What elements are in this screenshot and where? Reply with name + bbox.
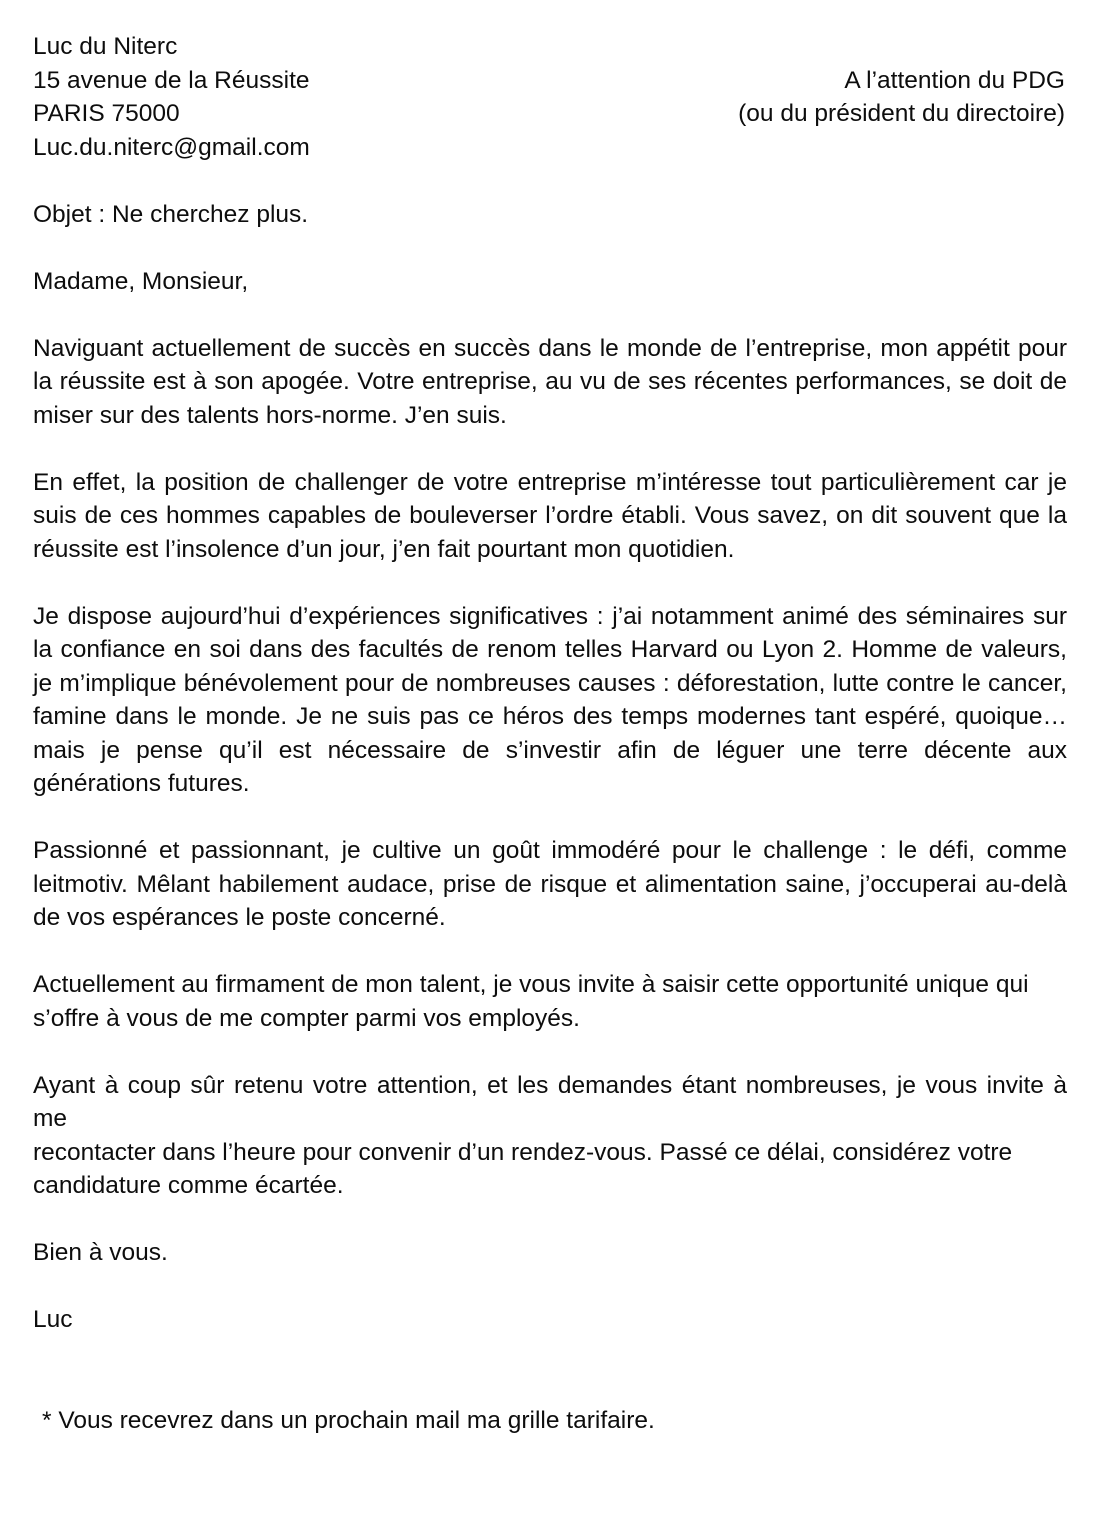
letterhead bbox=[33, 30, 1067, 164]
sender-street: 15 avenue de la Réussite bbox=[33, 66, 310, 94]
sender-name: Luc du Niterc bbox=[33, 33, 178, 60]
gap-p1-p2 bbox=[33, 432, 1067, 466]
sender-address-block bbox=[33, 30, 310, 164]
recipient-block bbox=[738, 30, 1067, 131]
paragraph-4: Passionné et passionnant, je cultive un goût immodéré pour le challenge : le défi, comme leitmotiv. Mêlant habilement audace, prise de risque et alimentation saine, j’occuperai au-delà de vos espérances le poste concerné. bbox=[33, 837, 1067, 931]
subject-line: Objet : Ne cherchez plus. bbox=[33, 200, 309, 228]
spacer-before-signature bbox=[33, 1270, 1067, 1304]
signature: Luc bbox=[33, 1306, 73, 1333]
sender-email: Luc.du.niterc@gmail.com bbox=[33, 133, 310, 161]
paragraph-2: En effet, la position de challenger de votre entreprise m’intéresse tout particulièrement car je suis de ces hommes capables de bouleverser l’ordre établi. Vous savez, on dit souvent que la réussite est l’insolence d’un jour, j’en fait pourtant mon quotidien. bbox=[33, 468, 1067, 563]
paragraph-1: Naviguant actuellement de succès en succès dans le monde de l’entreprise, mon appétit pour la réussite est à son apogée. Votre entreprise, au vu de ses récentes performances, se doit de miser sur des talents hors-norme. J’en suis. bbox=[33, 334, 1067, 429]
footnote: * Vous recevrez dans un prochain mail ma grille tarifaire. bbox=[42, 1406, 655, 1434]
spacer-after-subject bbox=[33, 231, 1067, 265]
letter-body bbox=[33, 30, 1067, 1437]
paragraph-6-line-b: recontacter dans l’heure pour convenir d’un rendez-vous. Passé ce délai, considérez votre bbox=[33, 1138, 1013, 1166]
gap-p5-p6 bbox=[33, 1035, 1067, 1069]
gap-p2-p3 bbox=[33, 566, 1067, 600]
sender-city-postal: PARIS 75000 bbox=[33, 100, 180, 127]
gap-p3-p4 bbox=[33, 801, 1067, 835]
recipient-line-2: (ou du président du directoire) bbox=[738, 100, 1065, 127]
salutation: Madame, Monsieur, bbox=[33, 267, 249, 295]
paragraph-6 bbox=[33, 1069, 1067, 1203]
gap-p4-p5 bbox=[33, 935, 1067, 969]
recipient-line-1: A l’attention du PDG bbox=[844, 66, 1065, 94]
paragraph-6-line-c: candidature comme écartée. bbox=[33, 1172, 344, 1199]
spacer-after-letterhead bbox=[33, 164, 1067, 198]
paragraph-6-line-a: Ayant à coup sûr retenu votre attention, et les demandes étant nombreuses, je vous invite à me bbox=[33, 1071, 1067, 1132]
paragraph-5-line-b: s’offre à vous de me compter parmi vos employés. bbox=[33, 1004, 580, 1032]
valediction: Bien à vous. bbox=[33, 1239, 168, 1266]
paragraph-5-line-a: Actuellement au firmament de mon talent, je vous invite à saisir cette opportunité unique qui bbox=[33, 971, 1029, 998]
paragraph-3: Je dispose aujourd’hui d’expériences significatives : j’ai notamment animé des séminaires sur la confiance en soi dans des facultés de renom telles Harvard ou Lyon 2. Homme de valeurs, je m’implique bénévolement pour de nombreuses causes : déforestation, lutte contre le cancer, famine dans le monde. Je ne suis pas ce héros des temps modernes tant espéré, quoique… mais je pense qu’il est nécessaire de s’investir afin de léguer une terre décente aux générations futures. bbox=[33, 602, 1067, 797]
spacer-after-salutation bbox=[33, 298, 1067, 332]
gap-p6-closing bbox=[33, 1203, 1067, 1237]
spacer-before-footnote bbox=[33, 1337, 1067, 1404]
paragraph-5 bbox=[33, 968, 1067, 1035]
